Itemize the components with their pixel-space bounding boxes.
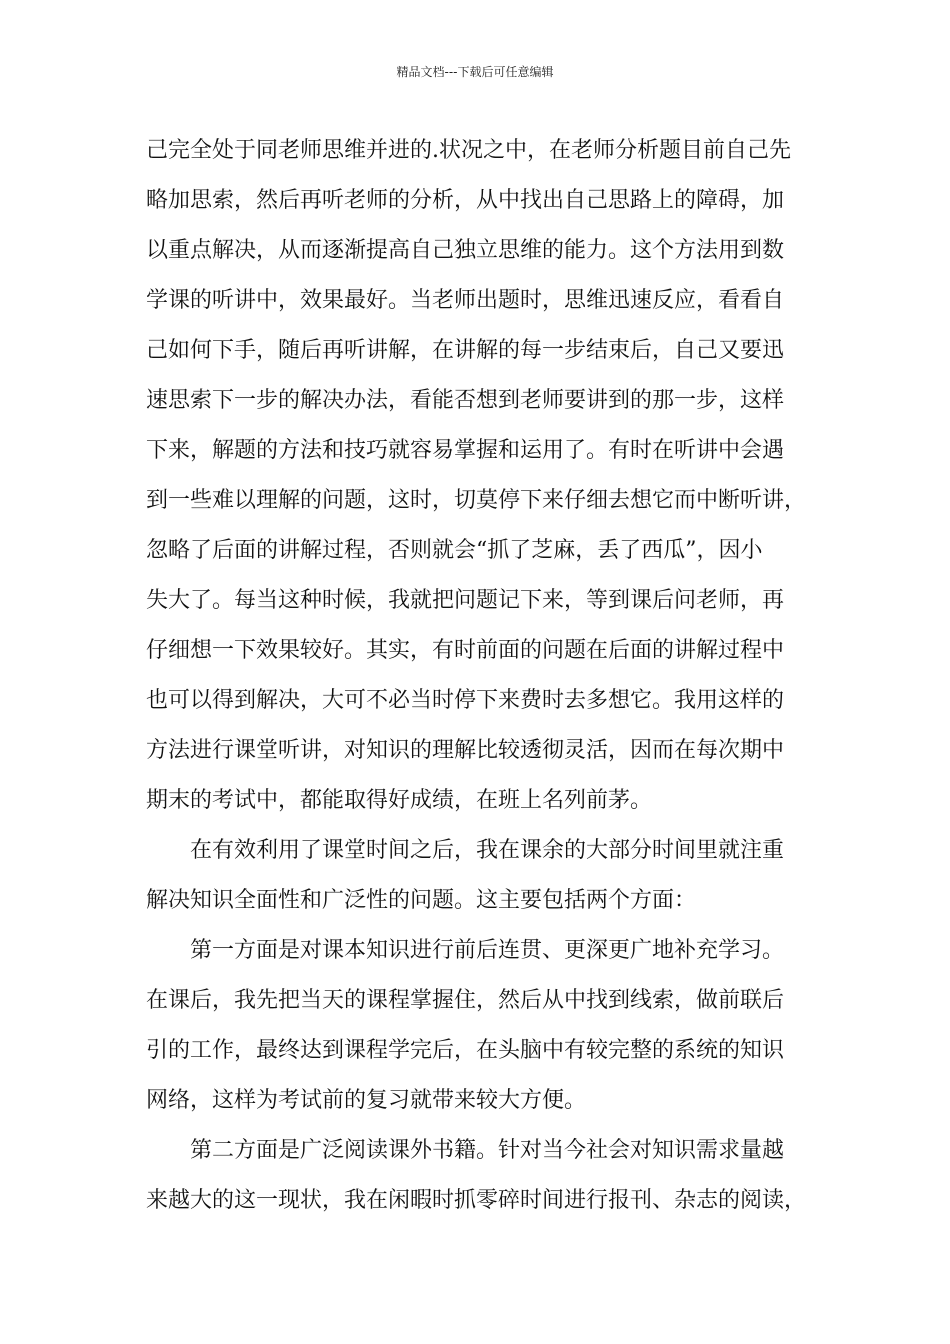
text-line: 失大了。每当这种时候，我就把问题记下来，等到课后问老师，再 xyxy=(146,588,785,613)
text-line: 到一些难以理解的问题，这时，切莫停下来仔细去想它而中断听讲， xyxy=(146,488,807,513)
text-line: 第一方面是对课本知识进行前后连贯、更深更广地补充学习。 xyxy=(190,938,785,963)
text-line: 忽略了后面的讲解过程，否则就会“抓了芝麻，丢了西瓜”，因小 xyxy=(146,538,763,563)
text-line: 学课的听讲中，效果最好。当老师出题时，思维迅速反应，看看自 xyxy=(146,288,785,313)
text-line: 在有效利用了课堂时间之后，我在课余的大部分时间里就注重 xyxy=(190,838,785,863)
text-line: 网络，这样为考试前的复习就带来较大方便。 xyxy=(146,1088,587,1113)
text-line: 引的工作，最终达到课程学完后，在头脑中有较完整的系统的知识 xyxy=(146,1038,785,1063)
page-header: 精品文档---下载后可任意编辑 xyxy=(396,65,554,79)
text-line: 己如何下手，随后再听讲解，在讲解的每一步结束后，自己又要迅 xyxy=(146,338,785,363)
text-line: 第二方面是广泛阅读课外书籍。针对当今社会对知识需求量越 xyxy=(190,1138,785,1163)
text-line: 下来，解题的方法和技巧就容易掌握和运用了。有时在听讲中会遇 xyxy=(146,438,785,463)
text-line: 来越大的这一现状，我在闲暇时抓零碎时间进行报刊、杂志的阅读， xyxy=(146,1188,807,1213)
text-line: 仔细想一下效果较好。其实，有时前面的问题在后面的讲解过程中 xyxy=(146,638,785,663)
text-line: 方法进行课堂听讲，对知识的理解比较透彻灵活，因而在每次期中 xyxy=(146,738,785,763)
text-line: 略加思索，然后再听老师的分析，从中找出自己思路上的障碍，加 xyxy=(146,188,785,213)
text-line: 期末的考试中，都能取得好成绩，在班上名列前茅。 xyxy=(146,788,653,813)
text-line: 速思索下一步的解决办法，看能否想到老师要讲到的那一步，这样 xyxy=(146,388,785,413)
document-body xyxy=(146,126,826,1226)
text-line: 在课后，我先把当天的课程掌握住，然后从中找到线索，做前联后 xyxy=(146,988,785,1013)
text-line: 也可以得到解决，大可不必当时停下来费时去多想它。我用这样的 xyxy=(146,688,785,713)
text-line: 解决知识全面性和广泛性的问题。这主要包括两个方面： xyxy=(146,888,697,913)
text-line: 己完全处于同老师思维并进的.状况之中，在老师分析题目前自己先 xyxy=(146,138,791,163)
text-line: 以重点解决，从而逐渐提高自己独立思维的能力。这个方法用到数 xyxy=(146,238,785,263)
